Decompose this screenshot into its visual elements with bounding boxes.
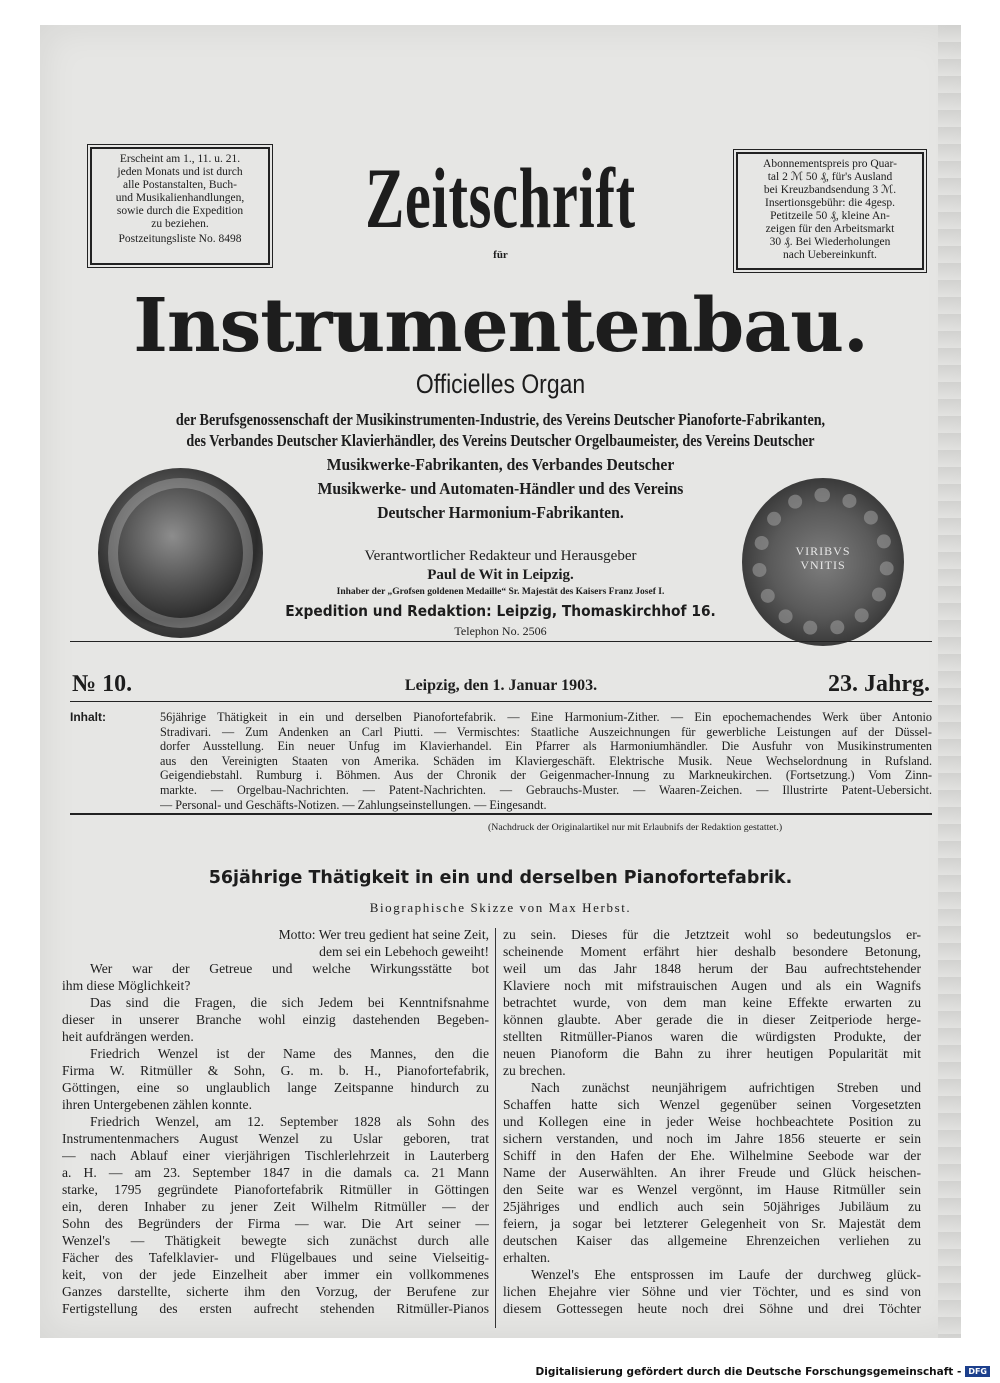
contents-line: markte. — Orgelbau-Nachrichten. — Patent-Nachrichten. — Gebrauchs-Muster. — Waaren-Zeichen. — Illustrirte Patent-Uebersicht. [160,783,932,797]
article-line: Das sind die Fragen, die sich Jedem bei Kenntnifsnahme [90,995,489,1010]
dfg-logo: DFG [965,1366,990,1377]
article-column-right [503,926,921,1317]
article-line: feiern, ja sogar bei letzterer Gelegenheit von Sr. Majestät dem [503,1216,921,1231]
page-edge-bleed [938,25,961,1338]
contents-label: Inhalt: [70,710,106,724]
article-line: a. H. — am 23. September 1847 in die damals ca. 21 Mann [62,1165,489,1180]
article-line: zu brechen. [503,1063,566,1078]
article-line: Wenzel's — Thätigkeit bewegte sich zunächst durch alle [62,1233,489,1248]
article-line: Nach zunächst neunjährigem aufrichtigen Streben und [531,1080,921,1095]
issue-date: Leipzig, den 1. Januar 1903. [404,677,598,694]
article-line: erhalten. [503,1250,551,1265]
article-line: scheinende Moment erfährt hier deshalb besondere Betonung, [503,944,921,959]
issue-year: 23. Jahrg. [828,671,930,697]
article-line: Firma W. Ritmüller & Sohn, G. m. b. H., Pianofortefabrik, [62,1063,489,1078]
scanned-page [40,25,961,1338]
article-line: keit, von der jede Einzelheit aber immer ein vollkommenes [62,1267,489,1282]
price-line: Petitzeile 50 ₰, kleine An- [770,210,890,222]
article-line: betrachtet wurde, von dem man keine Effekte erwarten zu [503,995,921,1010]
price-line: bei Kreuzbandsendung 3 ℳ. [763,184,897,196]
article-line: ihm diese Möglichkeit? [62,978,191,993]
article-line: stellten Ritmüller-Pianos waren die würdigsten Produkte, der [503,1029,921,1044]
price-line: Abonnementspreis pro Quar- [763,158,897,170]
editor-name: Paul de Wit in Leipzig. [427,567,574,583]
info-line: zu beziehen. [151,218,209,230]
info-line: jeden Monats und ist durch [117,166,243,178]
article-column-left [62,926,489,1317]
article-line: Name der Auserwählten. An ihrer Freude und Glück heischen- [503,1165,921,1180]
contents-line: 56jährige Thätigkeit in ein und derselben Pianofortefabrik. — Eine Harmonium-Zither. — Ein epochemachendes Werk über Antonio [160,710,932,724]
article-line: Göttingen, eine so unglaublich lange Zeitspanne hindurch zu [62,1080,489,1095]
article-line: deutschen Kaiser das allgemeine Ehrenzeichen verliehen zu [503,1233,921,1248]
article-line: Fächer des Tafelklavier- und Flügelbaues und seine Vielseitig- [62,1250,489,1265]
price-line: Insertionsgebühr: die 4gesp. [765,197,895,209]
contents-line: Stradivari. — Zum Andenken an Carl Piutti. — Vermischtes: Staatliche Auszeichnungen für gewerbliche Leistungen auf der Düssel- [160,724,932,739]
article-line: lichen Ehejahre vier Söhne und vier Töchter, und es sind von [503,1284,921,1299]
article-line: neuen Pianoform die Bahn zu ihrer heutigen Popularität mit [503,1046,921,1061]
article-line: Fertigstellung des ersten aufrecht stehenden Ritmüller-Pianos [62,1301,489,1316]
info-line: Postzeitungsliste No. 8498 [118,233,242,245]
info-line: und Musikalienhandlungen, [115,192,245,204]
article-subtitle: Biographische Skizze von Max Herbst. [369,900,632,915]
issue-rule [70,701,932,702]
association-line: Deutscher Harmonium-Fabrikanten. [377,503,624,522]
article-line: Motto: Wer treu gedient hat seine Zeit, [278,927,489,942]
official-organ-heading: Officielles Organ [415,369,586,399]
price-line: 30 ₰. Bei Wiederholungen [769,236,891,248]
medal-holder-note: Inhaber der „Grofsen goldenen Medaille“ Sr. Majestät des Kaisers Franz Josef I. [336,587,665,597]
article-line: sichern verstanden, und noch im Jahre 1856 steuerte er sein [503,1131,921,1146]
association-line: der Berufsgenossenschaft der Musikinstrumenten-Industrie, des Vereins Deutscher Pianoforte-Fabrikanten, [175,410,826,429]
masthead-title-main: Instrumentenbau. [133,283,868,369]
article-line: Wenzel's Ehe entsprossen im Laufe der durchweg glück- [531,1267,921,1282]
masthead-title-top: Zeitschrift [365,150,636,246]
article-line: Sohn des Begründers der Firma — war. Die Art seiner — [62,1216,489,1231]
contents-line: aus den Vereinigten Staaten von Amerika. Schäden im Klaviergeschäft. Elektrische Musik. Neue Wechselordnung in Rufsland. [160,753,932,768]
article-line: starke, 1795 gegründete Pianofortefabrik Ritmüller in Göttingen [62,1182,489,1197]
article-line: Ganzes darstellte, sicherte ihm den Vorzug, der Berufene zur [62,1284,489,1299]
medal-motto-line: VNITIS [800,558,846,572]
article-line: Friedrich Wenzel ist der Name des Mannes, den die [90,1046,489,1061]
article-line: dem sei ein Lebehoch geweiht! [319,944,489,959]
price-line: tal 2 ℳ 50 ₰, für's Ausland [767,171,893,183]
masthead-fuer: für [493,249,508,261]
article-line: zu sein. Dieses für die Jetztzeit wohl so bedeutungslos er- [503,927,921,942]
masthead-rule [70,641,932,642]
article-line: und Kollegen eine in jeder Weise hochbeachtete Position zu [503,1114,921,1129]
article-line: Wer war der Getreue und welche Wirkungsstätte bot [90,961,489,976]
article-line: ein, deren Inhaber zu jener Zeit Wilhelm Ritmüller — der [62,1199,489,1214]
article-line: können glaubte. Aber gerade die in dieser Zeitperiode herge- [503,1012,921,1027]
issue-row [70,671,932,701]
association-line: des Verbandes Deutscher Klavierhändler, des Vereins Deutscher Orgelbaumeister, des Vereins Deutscher [186,431,815,450]
reprint-note: (Nachdruck der Originalartikel nur mit Erlaubnifs der Redaktion gestattet.) [488,822,783,833]
column-divider [495,928,496,1328]
association-line: Musikwerke- und Automaten-Händler und des Vereins [317,479,684,498]
article-line: heit aufdrängen werden. [62,1029,194,1044]
info-line: alle Postanstalten, Buch- [122,179,238,191]
article-line: den Seite war es Wenzel vergönnt, im Hause Ritmüller sein [503,1182,921,1197]
editor-label: Verantwortlicher Redakteur und Herausgeber [364,548,637,564]
issue-number: № 10. [72,671,133,697]
article-line: Friedrich Wenzel, am 12. September 1828 als Sohn des [90,1114,489,1129]
contents-rule [70,813,932,815]
contents-line: Geigendiebstahl. Rumburg i. Böhmen. Aus der Chronik der Geigenmacher-Innung zu Markneukirchen. (Fortsetzung.) Vom Zinn- [160,768,932,783]
article-line: weil um das Jahr 1848 herum der Bau aufrechtstehender [503,961,921,976]
contents-line: — Personal- und Geschäfts-Notizen. — Zahlungseinstellungen. — Eingesandt. [160,797,547,812]
article-line: diesem Gottessegen heute noch drei Söhne und drei Töchter [503,1301,921,1316]
article-line: Klaviere noch mit mifstrauischen Augen und als ein Wagnifs [503,978,921,993]
article-line: Instrumentenmachers August Wenzel zu Uslar geboren, trat [62,1131,489,1146]
telephone-number: Telephon No. 2506 [454,624,547,638]
medal-motto-line: VIRIBVS [795,544,851,558]
article-line: dieser in unserer Branche wohl einzig dastehenden Begeben- [62,1012,489,1027]
info-line: sowie durch die Expedition [116,205,244,217]
article-title: 56jährige Thätigkeit in ein und derselben Pianofortefabrik. [208,868,793,888]
price-line: zeigen für den Arbeitsmarkt [765,223,895,235]
article-line: Schiff in den Hafen der Ehe. Wilhelmine Seebode war der [503,1148,921,1163]
digitization-credit [0,1366,1000,1378]
price-line: nach Uebereinkunft. [783,249,877,261]
article-line: 25jähriges und endlich auch sein 50jähriges Jubiläum zu [503,1199,921,1214]
association-line: Musikwerke-Fabrikanten, des Verbandes Deutscher [326,455,675,474]
info-line: Erscheint am 1., 11. u. 21. [119,153,241,165]
contents-line: dorfer Ausstellung. Ein neuer Unfug im Klavierhandel. Ein Pfarrer als Harmoniumhändler. Die Ausfuhr von Musikinstrumenten [160,739,932,754]
expedition-address: Expedition und Redaktion: Leipzig, Thomaskirchhof 16. [285,602,716,620]
credit-text: Digitalisierung gefördert durch die Deutsche Forschungsgemeinschaft - [535,1366,962,1378]
article-line: ihren Untergebenen zählen konnte. [62,1097,252,1112]
article-line: Schaffen hatte sich Wenzel gegenüber seinen Vorgesetzten [503,1097,921,1112]
article-line: — nach Ablauf einer vierjährigen Tischlerlehrzeit in Lauterberg [62,1148,489,1163]
